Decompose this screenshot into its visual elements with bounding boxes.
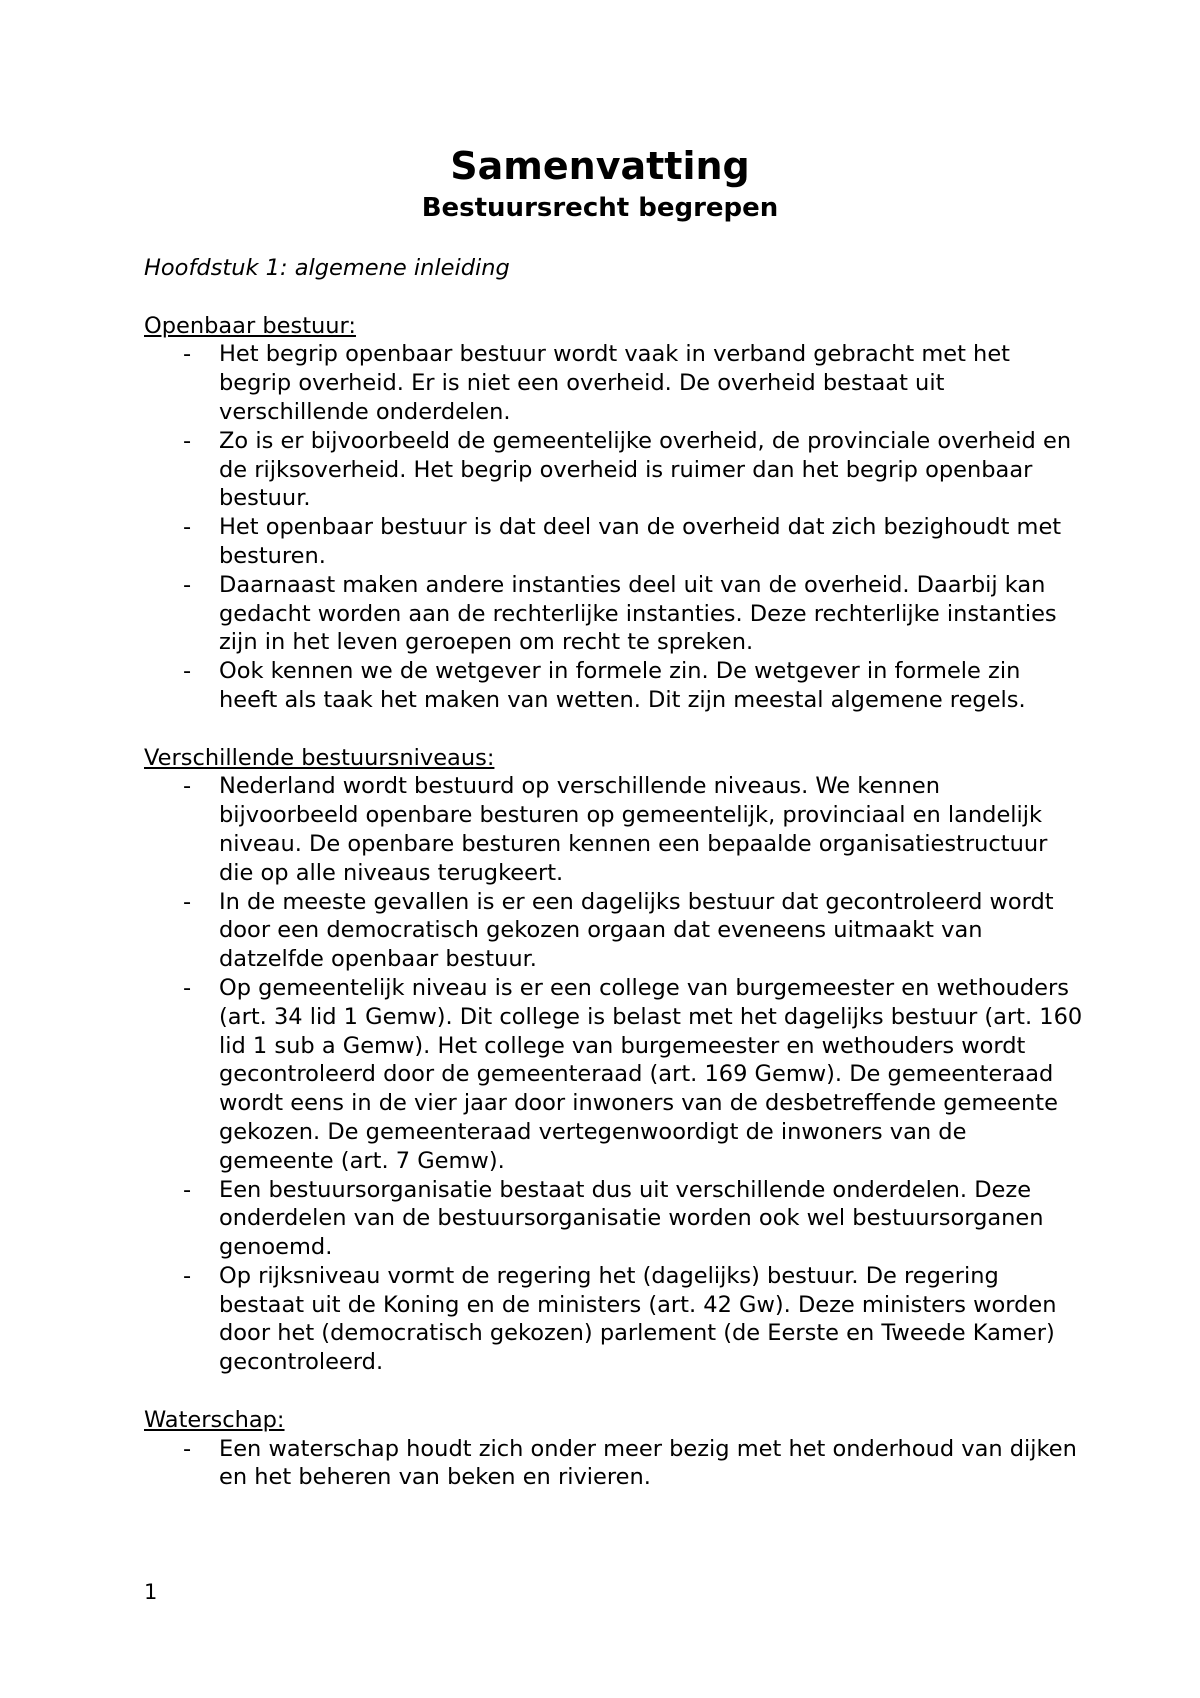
list-item — [144, 772, 1084, 887]
bullet-dash: - — [183, 1262, 192, 1289]
document-title: Samenvatting — [450, 144, 750, 188]
list-item — [144, 513, 1084, 571]
list-item-text: Een bestuursorganisatie bestaat dus uit verschillende onderdelen. Deze onderdelen van de bestuursorganisatie worden ook wel bestuursorganen genoemd. — [219, 1176, 1044, 1261]
list-item-text: Het begrip openbaar bestuur wordt vaak in verband gebracht met het begrip overheid. Er is niet een overheid. De overheid bestaat uit verschillende onderdelen. — [219, 341, 1010, 425]
list-item-text: Daarnaast maken andere instanties deel uit van de overheid. Daarbij kan gedacht worden aan de rechterlijke instanties. Deze rechterlijke instanties zijn in het leven geroepen om recht te spreken. — [219, 571, 1057, 656]
list-item-text: Ook kennen we de wetgever in formele zin. De wetgever in formele zin heeft als taak het maken van wetten. Dit zijn meestal algemene regels. — [219, 658, 1026, 713]
section-heading: Openbaar bestuur: — [144, 312, 356, 339]
list-item — [144, 1176, 1084, 1262]
bullet-dash: - — [183, 773, 192, 800]
list-item-text: Nederland wordt bestuurd op verschillende niveaus. We kennen bijvoorbeeld openbare besturen op gemeentelijk, provinciaal en landelijk niveau. De openbare besturen kennen een bepaalde organisatiestructuur die op alle niveaus terugkeert. — [219, 773, 1048, 886]
list-item-text: Een waterschap houdt zich onder meer bezig met het onderhoud van dijken en het beheren van beken en rivieren. — [219, 1435, 1077, 1491]
list-item — [144, 1262, 1084, 1377]
bullet-dash: - — [183, 658, 192, 685]
bullet-dash: - — [183, 341, 192, 368]
bullet-dash: - — [183, 974, 192, 1001]
document-body — [144, 254, 1084, 1492]
bullet-dash: - — [183, 1435, 192, 1462]
page-number: 1 — [144, 1580, 158, 1604]
bullet-list — [144, 1435, 1084, 1493]
section-waterschap — [144, 1406, 1084, 1492]
section-heading: Waterschap: — [144, 1406, 285, 1433]
bullet-dash: - — [183, 427, 192, 454]
list-item — [144, 340, 1084, 426]
bullet-dash: - — [183, 514, 192, 541]
bullet-dash: - — [183, 1176, 192, 1203]
list-item-text: Op rijksniveau vormt de regering het (dagelijks) bestuur. De regering bestaat uit de Koning en de ministers (art. 42 Gw). Deze ministers worden door het (democratisch gekozen) parlement (de Eerste en Tweede Kamer) gecontroleerd. — [219, 1262, 1057, 1376]
list-item — [144, 657, 1084, 715]
document-subtitle: Bestuursrecht begrepen — [421, 193, 779, 223]
list-item-text: Op gemeentelijk niveau is er een college van burgemeester en wethouders (art. 34 lid 1 Gemw). Dit college is belast met het dagelijks bestuur (art. 160 lid 1 sub a Gemw). Het college van burgemeester en wethouders wordt gecontroleerd door de gemeenteraad (art. 169 Gemw). De gemeenteraad wordt eens in de vier jaar door inwoners van de desbetreffende gemeente gekozen. De gemeenteraad vertegenwoordigt de inwoners van de gemeente (art. 7 Gemw). — [219, 974, 1083, 1174]
section-bestuursniveaus — [144, 744, 1084, 1378]
bullet-list — [144, 340, 1084, 714]
bullet-list — [144, 772, 1084, 1377]
list-item — [144, 888, 1084, 974]
chapter-heading: Hoofdstuk 1: algemene inleiding — [144, 255, 510, 281]
list-item — [144, 1435, 1084, 1493]
list-item-text: Het openbaar bestuur is dat deel van de overheid dat zich bezighoudt met besturen. — [219, 514, 1062, 569]
section-openbaar-bestuur — [144, 312, 1084, 715]
bullet-dash: - — [183, 888, 192, 915]
list-item-text: Zo is er bijvoorbeeld de gemeentelijke overheid, de provinciale overheid en de rijksoverheid. Het begrip overheid is ruimer dan het begrip openbaar bestuur. — [219, 427, 1072, 512]
list-item — [144, 571, 1084, 657]
bullet-dash: - — [183, 571, 192, 598]
list-item-text: In de meeste gevallen is er een dagelijks bestuur dat gecontroleerd wordt door een democratisch gekozen orgaan dat eveneens uitmaakt van datzelfde openbaar bestuur. — [219, 888, 1054, 973]
list-item — [144, 427, 1084, 513]
section-heading: Verschillende bestuursniveaus: — [144, 744, 495, 771]
list-item — [144, 974, 1084, 1176]
